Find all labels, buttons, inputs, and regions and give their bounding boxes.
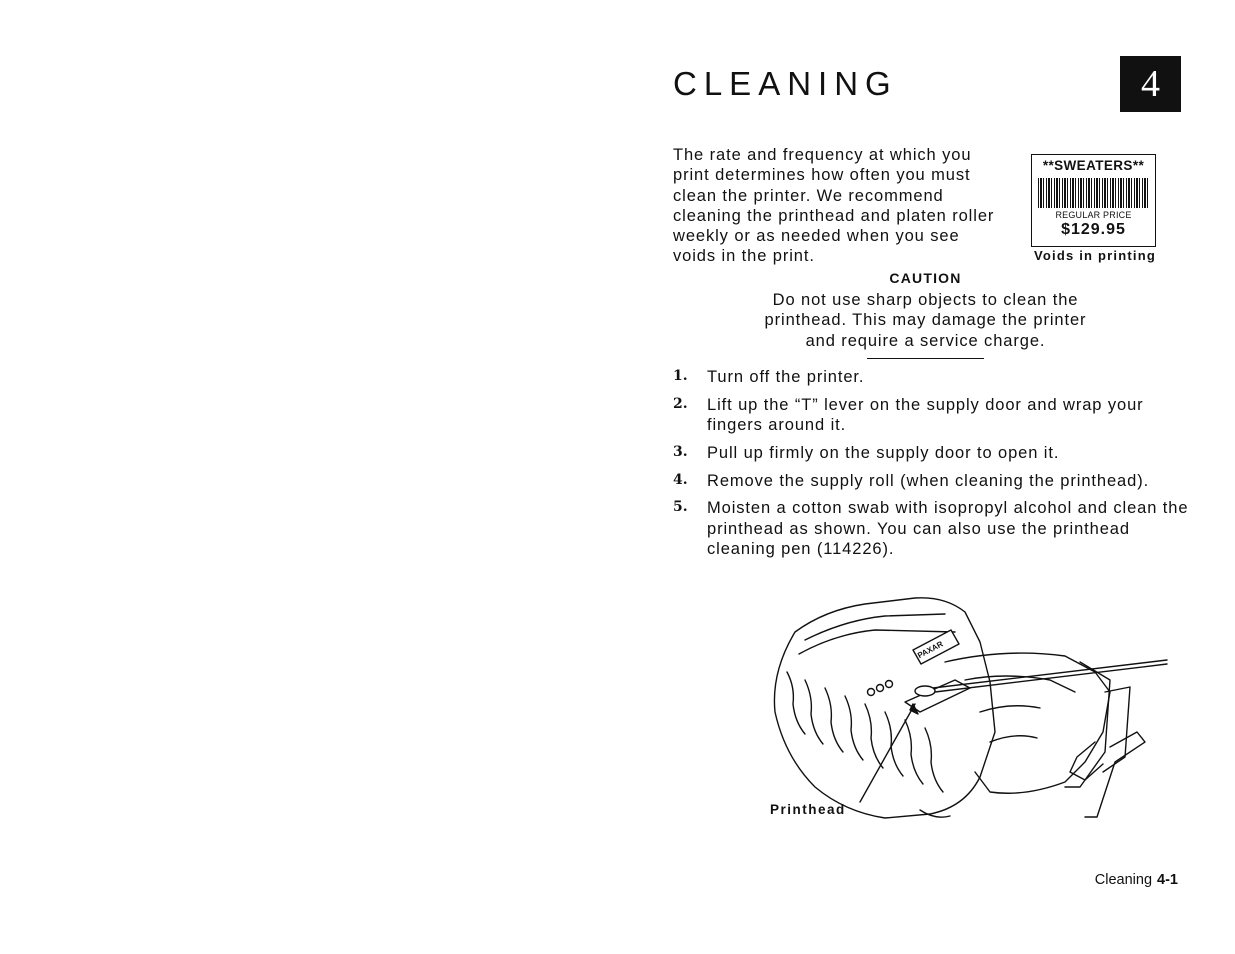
sample-label (1031, 154, 1156, 247)
step-number: 4. (673, 471, 688, 488)
step-text: Remove the supply roll (when cleaning the printhead). (707, 471, 1150, 490)
voids-caption: Voids in printing (1034, 248, 1156, 263)
step-text: Pull up firmly on the supply door to open it. (707, 443, 1060, 462)
sample-label-title: **SWEATERS** (1042, 158, 1145, 173)
sample-label-subtitle: REGULAR PRICE (1055, 210, 1132, 220)
list-item (673, 395, 1193, 436)
sample-label-price: $129.95 (1061, 221, 1126, 238)
step-number: 2. (673, 395, 688, 412)
list-item (673, 367, 1193, 387)
footer-page-number: 4-1 (1157, 872, 1178, 888)
barcode-graphic (1038, 178, 1149, 208)
list-item (673, 498, 1193, 559)
caution-heading: CAUTION (889, 270, 962, 286)
caution-text: Do not use sharp objects to clean the printhead. This may damage the printer and require a service charge. (764, 291, 1087, 350)
printer-cleaning-illustration (765, 592, 1170, 827)
intro-paragraph: The rate and frequency at which you print determines how often you must clean the printer. We recommend cleaning the printhead and platen roller weekly or as needed when you see voids in the print. (673, 146, 995, 266)
brand-logo-text: PAXAR (916, 639, 945, 661)
step-text: Turn off the printer. (707, 368, 865, 386)
step-text: Moisten a cotton swab with isopropyl alcohol and clean the printhead as shown. You can also use the printhead cleaning pen (114226). (707, 499, 1189, 559)
caution-divider (867, 358, 984, 359)
printhead-callout-label: Printhead (770, 802, 846, 817)
chapter-number-badge: 4 (1120, 56, 1181, 112)
step-number: 1. (673, 368, 688, 384)
page-footer (1095, 872, 1178, 888)
voids-figure (1027, 154, 1163, 263)
step-text: Lift up the “T” lever on the supply door and wrap your fingers around it. (707, 395, 1144, 435)
step-number: 3. (673, 443, 688, 460)
step-number: 5. (673, 499, 688, 516)
list-item (673, 443, 1193, 463)
footer-section: Cleaning (1094, 872, 1153, 888)
list-item (673, 471, 1193, 491)
page-title: CLEANING (673, 65, 898, 102)
steps-list (673, 367, 1193, 567)
